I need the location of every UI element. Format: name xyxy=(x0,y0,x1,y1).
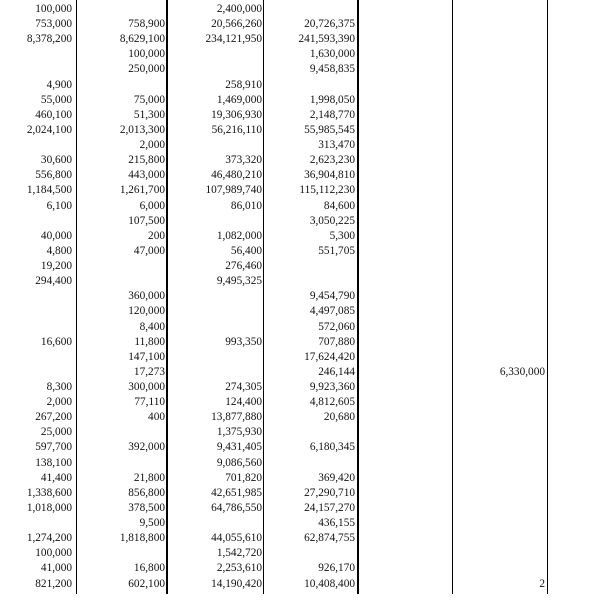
table-cell xyxy=(362,17,452,32)
table-cell: 1,818,800 xyxy=(119,532,165,545)
table-cell xyxy=(362,168,452,183)
table-cell xyxy=(362,183,452,198)
table-cell xyxy=(362,199,452,214)
table-cell: 20,566,260 xyxy=(211,18,262,31)
table-cell: 56,216,110 xyxy=(211,123,262,136)
table-cell xyxy=(455,259,545,274)
table-cell xyxy=(80,259,165,274)
table-cell xyxy=(0,138,72,153)
table-row xyxy=(0,350,600,365)
table-cell xyxy=(172,214,262,229)
table-row xyxy=(0,304,600,319)
table-cell xyxy=(362,123,452,138)
table-cell: 378,500 xyxy=(128,501,165,514)
table-cell xyxy=(172,365,262,380)
table-cell: 41,000 xyxy=(40,562,72,575)
table-cell xyxy=(362,108,452,123)
table-row xyxy=(0,2,600,17)
table-cell xyxy=(455,17,545,32)
table-cell xyxy=(80,78,165,93)
table-cell xyxy=(172,289,262,304)
table-cell: 274,305 xyxy=(225,381,262,393)
table-cell xyxy=(172,516,262,531)
table-cell: 16,600 xyxy=(40,335,72,348)
table-cell: 115,112,230 xyxy=(299,184,355,197)
table-row xyxy=(0,577,600,592)
table-cell xyxy=(455,183,545,198)
table-cell xyxy=(455,78,545,93)
table-cell xyxy=(362,274,452,289)
table-row xyxy=(0,289,600,304)
table-row xyxy=(0,365,600,380)
table-cell: 9,500 xyxy=(139,517,165,530)
table-cell xyxy=(455,456,545,471)
table-cell xyxy=(362,425,452,440)
table-cell: 24,157,270 xyxy=(304,501,355,514)
table-cell: 556,800 xyxy=(35,169,72,182)
table-cell: 17,624,420 xyxy=(304,350,355,363)
table-row xyxy=(0,259,600,274)
table-row xyxy=(0,380,600,395)
table-cell: 6,180,345 xyxy=(309,441,355,454)
table-row xyxy=(0,335,600,350)
table-cell xyxy=(362,577,452,592)
table-cell: 294,400 xyxy=(35,275,72,288)
table-cell xyxy=(362,214,452,229)
table-cell xyxy=(455,425,545,440)
table-row xyxy=(0,486,600,501)
table-cell xyxy=(455,214,545,229)
table-cell xyxy=(0,214,72,229)
table-cell: 856,800 xyxy=(128,486,165,499)
table-row xyxy=(0,47,600,62)
table-cell: 27,290,710 xyxy=(304,486,355,499)
table-cell: 707,880 xyxy=(318,335,355,348)
table-row xyxy=(0,183,600,198)
table-cell: 400 xyxy=(148,411,165,424)
table-cell: 753,000 xyxy=(35,18,72,31)
table-row xyxy=(0,153,600,168)
table-cell xyxy=(0,365,72,380)
table-cell: 200 xyxy=(148,229,165,242)
table-cell xyxy=(362,138,452,153)
table-cell xyxy=(362,304,452,319)
table-cell: 13,877,880 xyxy=(211,411,262,424)
table-cell: 2,400,000 xyxy=(216,3,262,15)
table-row xyxy=(0,425,600,440)
table-cell xyxy=(455,32,545,47)
table-cell xyxy=(0,350,72,365)
table-cell xyxy=(362,32,452,47)
table-cell: 1,274,200 xyxy=(26,532,72,545)
table-cell: 30,600 xyxy=(40,154,72,167)
table-cell: 8,300 xyxy=(46,381,72,393)
table-cell xyxy=(362,244,452,259)
table-row xyxy=(0,199,600,214)
table-cell: 373,320 xyxy=(225,154,262,167)
table-cell: 55,000 xyxy=(40,93,72,106)
table-cell: 47,000 xyxy=(133,244,165,257)
table-cell: 300,000 xyxy=(128,381,165,393)
table-cell xyxy=(455,62,545,77)
table-cell xyxy=(80,546,165,561)
table-cell: 443,000 xyxy=(128,169,165,182)
table-cell: 267,200 xyxy=(35,411,72,424)
table-cell: 6,100 xyxy=(46,199,72,212)
table-cell: 701,820 xyxy=(225,471,262,484)
table-cell xyxy=(80,2,165,17)
table-cell: 821,200 xyxy=(35,577,72,590)
table-cell: 1,630,000 xyxy=(309,48,355,61)
table-cell xyxy=(362,561,452,576)
table-cell xyxy=(172,304,262,319)
table-cell: 392,000 xyxy=(128,441,165,454)
table-cell: 40,000 xyxy=(40,229,72,242)
table-row xyxy=(0,214,600,229)
table-cell xyxy=(455,2,545,17)
table-cell: 9,086,560 xyxy=(216,456,262,469)
table-cell: 138,100 xyxy=(35,456,72,469)
table-cell xyxy=(455,380,545,395)
table-cell xyxy=(362,153,452,168)
table-cell xyxy=(266,456,355,471)
table-cell xyxy=(455,501,545,516)
table-cell xyxy=(455,531,545,546)
table-cell: 100,000 xyxy=(128,48,165,61)
table-cell: 86,010 xyxy=(230,199,262,212)
table-cell xyxy=(362,289,452,304)
table-cell xyxy=(455,229,545,244)
table-cell: 11,800 xyxy=(134,335,165,348)
table-cell xyxy=(455,108,545,123)
table-cell: 9,454,790 xyxy=(309,290,355,303)
table-row xyxy=(0,320,600,335)
table-cell: 1,018,000 xyxy=(26,501,72,514)
table-cell xyxy=(362,410,452,425)
table-cell xyxy=(362,62,452,77)
table-row xyxy=(0,440,600,455)
table-cell xyxy=(172,320,262,335)
table-cell: 25,000 xyxy=(40,426,72,439)
table-cell xyxy=(362,229,452,244)
table-cell: 107,500 xyxy=(128,214,165,227)
table-cell xyxy=(455,199,545,214)
table-cell: 597,700 xyxy=(35,441,72,454)
table-cell: 100,000 xyxy=(35,547,72,560)
table-cell: 3,050,225 xyxy=(309,214,355,227)
table-cell xyxy=(362,365,452,380)
table-cell: 551,705 xyxy=(318,244,355,257)
table-cell xyxy=(266,2,355,17)
table-cell xyxy=(455,93,545,108)
table-row xyxy=(0,78,600,93)
table-cell: 77,110 xyxy=(134,396,165,409)
table-cell: 1,542,720 xyxy=(216,547,262,560)
table-cell: 8,400 xyxy=(139,320,165,333)
table-cell: 46,480,210 xyxy=(211,169,262,182)
table-cell xyxy=(362,47,452,62)
table-cell: 926,170 xyxy=(318,562,355,575)
table-cell: 44,055,610 xyxy=(211,532,262,545)
table-cell: 9,923,360 xyxy=(309,381,355,393)
table-row xyxy=(0,410,600,425)
table-cell: 62,874,755 xyxy=(304,532,355,545)
table-cell: 64,786,550 xyxy=(211,501,262,514)
table-cell: 2,024,100 xyxy=(26,123,72,136)
table-cell: 5,300 xyxy=(329,229,355,242)
table-row xyxy=(0,531,600,546)
table-cell: 2,253,610 xyxy=(216,562,262,575)
table-row xyxy=(0,229,600,244)
table-cell xyxy=(362,456,452,471)
table-cell: 246,144 xyxy=(318,365,355,378)
table-cell: 2,000 xyxy=(139,139,165,152)
table-row xyxy=(0,93,600,108)
table-cell xyxy=(455,123,545,138)
table-cell xyxy=(362,259,452,274)
table-cell: 234,121,950 xyxy=(205,33,262,46)
table-cell xyxy=(362,516,452,531)
table-cell: 19,200 xyxy=(40,260,72,273)
table-cell: 9,431,405 xyxy=(216,441,262,454)
table-row xyxy=(0,62,600,77)
table-cell xyxy=(362,93,452,108)
table-cell xyxy=(172,138,262,153)
table-cell xyxy=(0,516,72,531)
table-row xyxy=(0,108,600,123)
table-cell: 313,470 xyxy=(318,139,355,152)
table-cell xyxy=(0,47,72,62)
table-row xyxy=(0,123,600,138)
table-cell: 436,155 xyxy=(318,517,355,530)
table-cell: 758,900 xyxy=(128,18,165,31)
table-cell: 55,985,545 xyxy=(304,123,355,136)
table-cell: 9,458,835 xyxy=(309,63,355,76)
table-cell xyxy=(455,289,545,304)
table-cell: 147,100 xyxy=(128,350,165,363)
table-cell xyxy=(455,395,545,410)
table-cell: 84,600 xyxy=(323,199,355,212)
table-cell: 2,013,300 xyxy=(119,123,165,136)
table-cell: 8,629,100 xyxy=(119,33,165,46)
table-row xyxy=(0,17,600,32)
table-cell: 1,261,700 xyxy=(119,184,165,197)
table-cell xyxy=(455,47,545,62)
table-cell xyxy=(362,2,452,17)
table-cell: 4,900 xyxy=(46,78,72,91)
table-cell xyxy=(266,259,355,274)
table-cell: 6,330,000 xyxy=(499,365,545,378)
table-cell: 602,100 xyxy=(128,577,165,590)
table-cell xyxy=(362,546,452,561)
table-cell xyxy=(266,274,355,289)
table-cell xyxy=(455,546,545,561)
table-cell: 41,400 xyxy=(40,471,72,484)
table-row xyxy=(0,546,600,561)
table-cell: 19,306,930 xyxy=(211,108,262,121)
table-cell xyxy=(80,274,165,289)
table-cell xyxy=(266,78,355,93)
table-cell: 17,273 xyxy=(133,365,165,378)
table-row xyxy=(0,138,600,153)
table-cell xyxy=(362,395,452,410)
table-row xyxy=(0,561,600,576)
table-cell: 56,400 xyxy=(230,244,262,257)
table-cell xyxy=(362,531,452,546)
table-row xyxy=(0,274,600,289)
table-row xyxy=(0,471,600,486)
table-cell xyxy=(172,47,262,62)
table-cell: 460,100 xyxy=(35,108,72,121)
table-cell: 2,000 xyxy=(46,396,72,409)
table-cell xyxy=(455,138,545,153)
table-cell: 75,000 xyxy=(133,93,165,106)
table-cell xyxy=(362,335,452,350)
table-cell xyxy=(362,501,452,516)
table-cell: 1,375,930 xyxy=(216,426,262,439)
table-cell xyxy=(455,153,545,168)
table-cell: 124,400 xyxy=(225,396,262,409)
table-cell: 2,623,230 xyxy=(309,154,355,167)
table-cell xyxy=(362,471,452,486)
table-cell xyxy=(455,410,545,425)
table-cell xyxy=(362,320,452,335)
table-cell: 9,495,325 xyxy=(216,275,262,288)
table-cell xyxy=(0,304,72,319)
table-cell: 1,338,600 xyxy=(26,486,72,499)
table-cell: 360,000 xyxy=(128,290,165,303)
table-cell xyxy=(362,78,452,93)
table-cell xyxy=(362,440,452,455)
table-cell: 1,998,050 xyxy=(309,93,355,106)
table-cell xyxy=(0,289,72,304)
table-cell xyxy=(266,546,355,561)
table-cell: 258,910 xyxy=(225,78,262,91)
table-cell: 1,082,000 xyxy=(216,229,262,242)
table-cell xyxy=(455,486,545,501)
table-cell xyxy=(455,440,545,455)
table-cell: 2,148,770 xyxy=(309,108,355,121)
table-cell: 241,593,390 xyxy=(298,33,355,46)
table-cell: 107,989,740 xyxy=(205,184,262,197)
table-cell: 21,800 xyxy=(133,471,165,484)
table-cell xyxy=(455,274,545,289)
table-cell: 215,800 xyxy=(128,154,165,167)
table-cell xyxy=(455,320,545,335)
table-cell: 20,680 xyxy=(323,411,355,424)
table-cell: 1,184,500 xyxy=(26,184,72,197)
table-cell: 4,812,605 xyxy=(309,396,355,409)
table-cell xyxy=(80,425,165,440)
table-cell: 36,904,810 xyxy=(304,169,355,182)
table-cell: 120,000 xyxy=(128,305,165,318)
table-cell: 4,800 xyxy=(46,244,72,257)
table-row xyxy=(0,501,600,516)
table-cell: 276,460 xyxy=(225,260,262,273)
table-cell: 2 xyxy=(539,577,545,590)
table-cell xyxy=(455,244,545,259)
table-cell: 14,190,420 xyxy=(211,577,262,590)
table-cell: 1,469,000 xyxy=(216,93,262,106)
table-cell: 16,800 xyxy=(133,562,165,575)
table-cell xyxy=(266,425,355,440)
table-cell: 4,497,085 xyxy=(309,305,355,318)
table-cell: 250,000 xyxy=(128,63,165,76)
table-cell xyxy=(455,304,545,319)
table-row xyxy=(0,456,600,471)
table-cell: 6,000 xyxy=(139,199,165,212)
table-cell xyxy=(455,471,545,486)
table-cell xyxy=(362,380,452,395)
table-cell xyxy=(80,456,165,471)
table-cell: 42,651,985 xyxy=(211,486,262,499)
table-cell xyxy=(0,320,72,335)
table-cell xyxy=(455,561,545,576)
table-cell: 993,350 xyxy=(225,335,262,348)
table-cell xyxy=(455,168,545,183)
table-cell: 51,300 xyxy=(133,108,165,121)
table-cell: 369,420 xyxy=(318,471,355,484)
table-cell: 100,000 xyxy=(35,3,72,15)
table-cell: 8,378,200 xyxy=(26,33,72,46)
table-row xyxy=(0,395,600,410)
table-cell xyxy=(362,486,452,501)
table-cell xyxy=(455,335,545,350)
table-row xyxy=(0,516,600,531)
table-row xyxy=(0,244,600,259)
table-cell xyxy=(455,516,545,531)
table-cell xyxy=(455,350,545,365)
table-cell xyxy=(0,62,72,77)
table-row xyxy=(0,168,600,183)
table-cell: 20,726,375 xyxy=(304,18,355,31)
table-cell xyxy=(172,350,262,365)
table-row xyxy=(0,32,600,47)
table-cell: 10,408,400 xyxy=(304,577,355,590)
table-cell: 572,060 xyxy=(318,320,355,333)
table-cell xyxy=(172,62,262,77)
table-cell xyxy=(362,350,452,365)
